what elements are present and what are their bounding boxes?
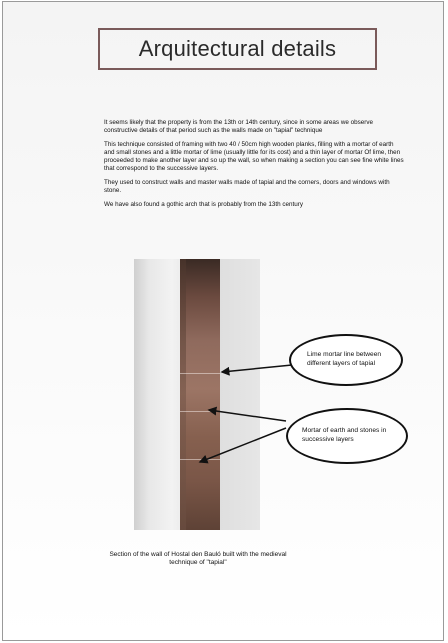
callout-earth-text: Mortar of earth and stones in successive layers bbox=[302, 427, 387, 443]
arrow-lime-line bbox=[222, 365, 292, 372]
arrow-earth-lower bbox=[200, 428, 286, 462]
arrow-earth-upper bbox=[209, 410, 286, 421]
paragraph-date: It seems likely that the property is from the 13th or 14th century, since in some areas we observe constructive details of that period such as the walls made on "tapial" technique bbox=[104, 119, 374, 134]
callout-lime-mortar bbox=[289, 334, 403, 386]
callout-lime-text: Lime mortar line between different layers of tapial bbox=[307, 351, 382, 367]
callout-arrows bbox=[3, 2, 443, 642]
callout-earth-mortar bbox=[286, 408, 408, 464]
page-title: Arquitectural details bbox=[138, 36, 337, 61]
paragraph-technique: This technique consisted of framing with two 40 / 50cm high wooden planks, filling with a mortar of earth and small stones and a little mortar of lime (usually little for its cost) and a thin layer of mortar Of lime, then proceeded to make another layer and so up the wall, so when making a section you can see fine white lines that correspond to the successive layers. bbox=[104, 141, 404, 172]
photo-caption: Section of the wall of Hostal den Bauló built with the medieval technique of "tapial" bbox=[109, 551, 287, 566]
paragraph-gothic-arch: We have also found a gothic arch that is probably from the 13th century bbox=[104, 201, 304, 208]
paragraph-walls: They used to construct walls and master walls made of tapial and the corners, doors and windows with stone. bbox=[104, 179, 390, 194]
document-page bbox=[2, 1, 444, 641]
